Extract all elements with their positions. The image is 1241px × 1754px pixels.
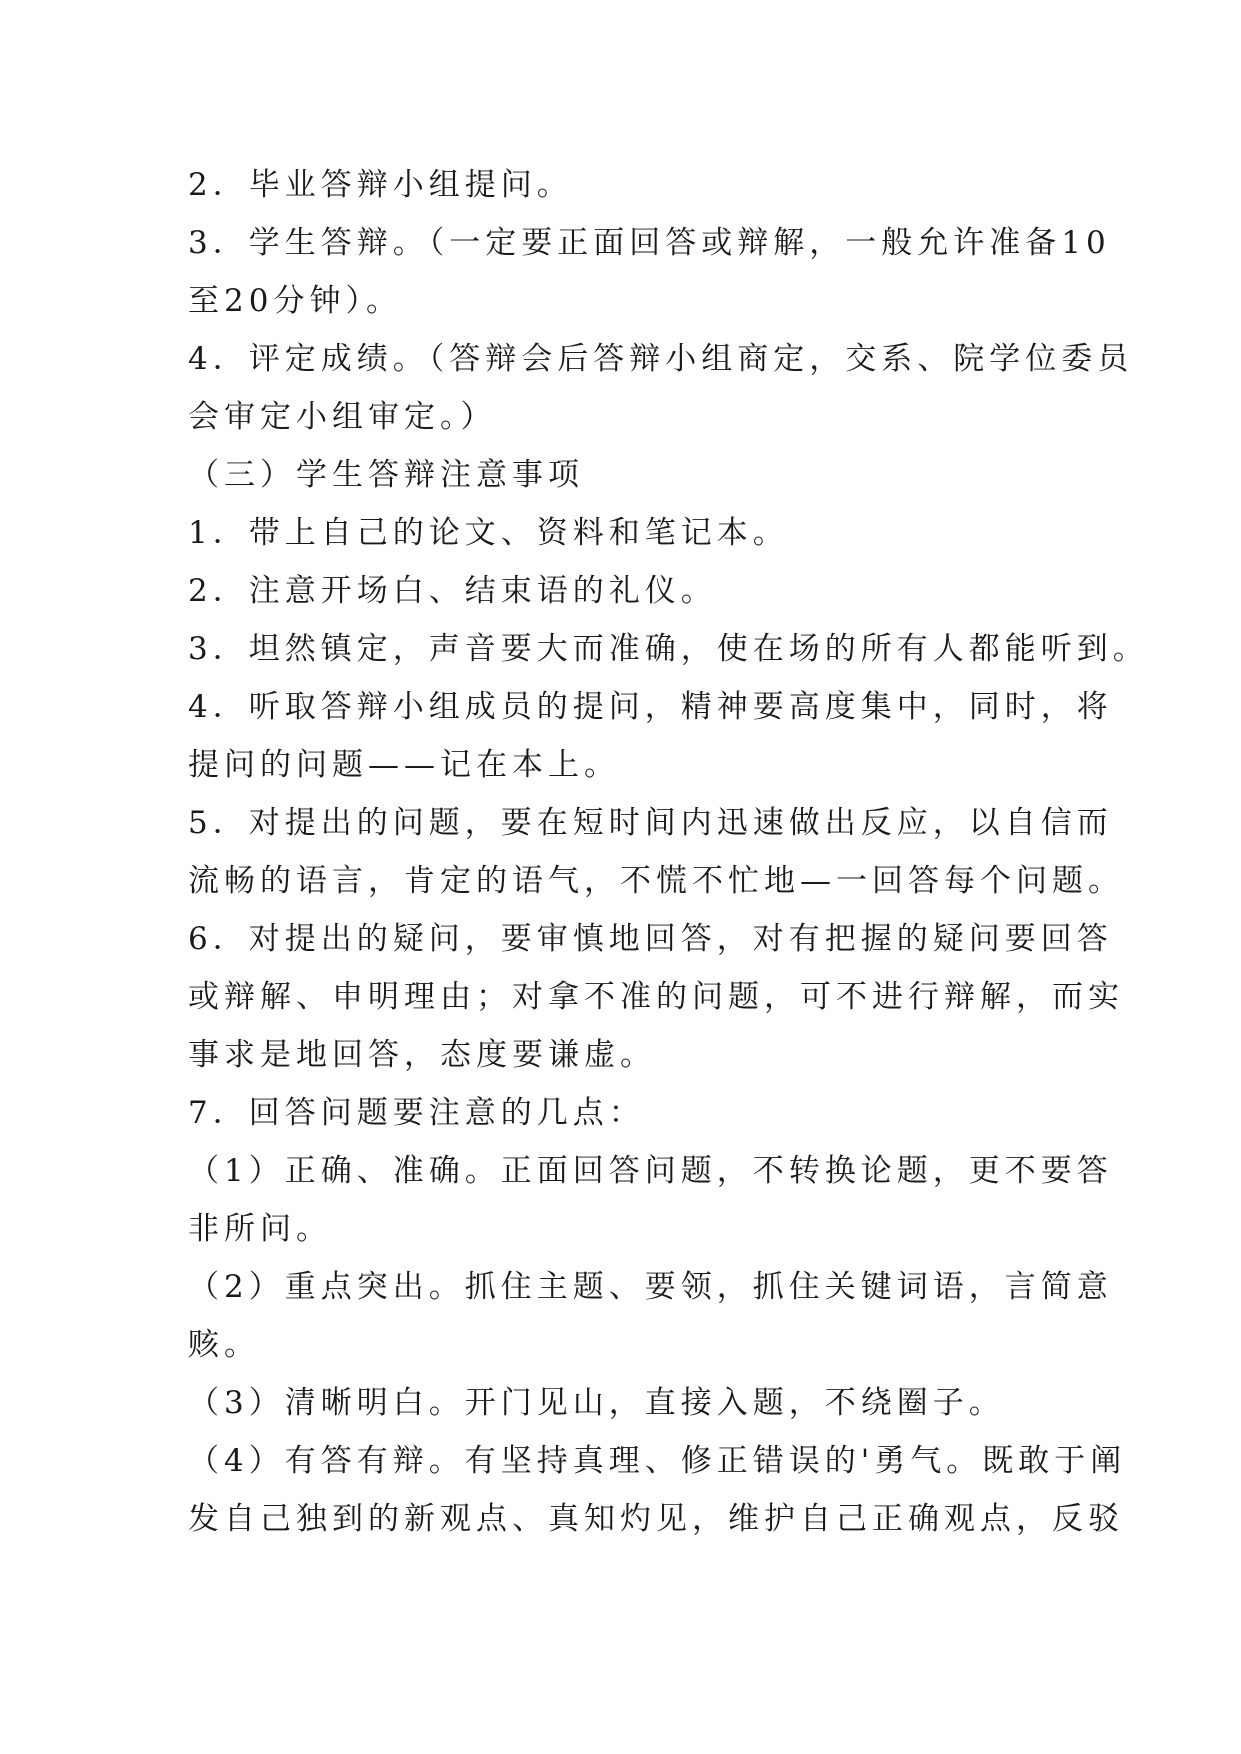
text-line: 7．回答问题要注意的几点：	[188, 1095, 645, 1131]
document-body	[188, 156, 1149, 1548]
text-line: 至20分钟）。	[188, 283, 402, 319]
text-line: 赅。	[188, 1327, 260, 1363]
text-line: 流畅的语言，肯定的语气，不慌不忙地—一回答每个问题。	[188, 863, 1124, 899]
text-line: 发自己独到的新观点、真知灼见，维护自己正确观点，反驳	[188, 1501, 1124, 1537]
text-line: 4．听取答辩小组成员的提问，精神要高度集中，同时，将	[188, 689, 1113, 725]
text-line: （2）重点突出。抓住主题、要领，抓住关键词语，言简意	[188, 1269, 1113, 1305]
text-line: 3．学生答辩。（一定要正面回答或辩解，一般允许准备10	[188, 225, 1111, 261]
text-line: 3．坦然镇定，声音要大而准确，使在场的所有人都能听到。	[188, 631, 1149, 667]
text-line: 4．评定成绩。（答辩会后答辩小组商定，交系、院学位委员	[188, 341, 1134, 377]
section-heading: （三）学生答辩注意事项	[188, 457, 584, 493]
text-line: 提问的问题——记在本上。	[188, 747, 620, 783]
text-line: 2．注意开场白、结束语的礼仪。	[188, 573, 717, 609]
text-line: 会审定小组审定。）	[188, 399, 497, 435]
text-line: （4）有答有辩。有坚持真理、修正错误的'勇气。既敢于阐	[188, 1443, 1127, 1479]
text-line: 2．毕业答辩小组提问。	[188, 167, 573, 203]
text-line: （3）清晰明白。开门见山，直接入题，不绕圈子。	[188, 1385, 1005, 1421]
text-line: 或辩解、申明理由；对拿不准的问题，可不进行辩解，而实	[188, 979, 1124, 1015]
text-line: （1）正确、准确。正面回答问题，不转换论题，更不要答	[188, 1153, 1113, 1189]
text-line: 事求是地回答，态度要谦虚。	[188, 1037, 656, 1073]
text-line: 5．对提出的问题，要在短时间内迅速做出反应，以自信而	[188, 805, 1113, 841]
text-line: 1．带上自己的论文、资料和笔记本。	[188, 515, 789, 551]
text-line: 6．对提出的疑问，要审慎地回答，对有把握的疑问要回答	[188, 921, 1113, 957]
text-line: 非所问。	[188, 1211, 332, 1247]
